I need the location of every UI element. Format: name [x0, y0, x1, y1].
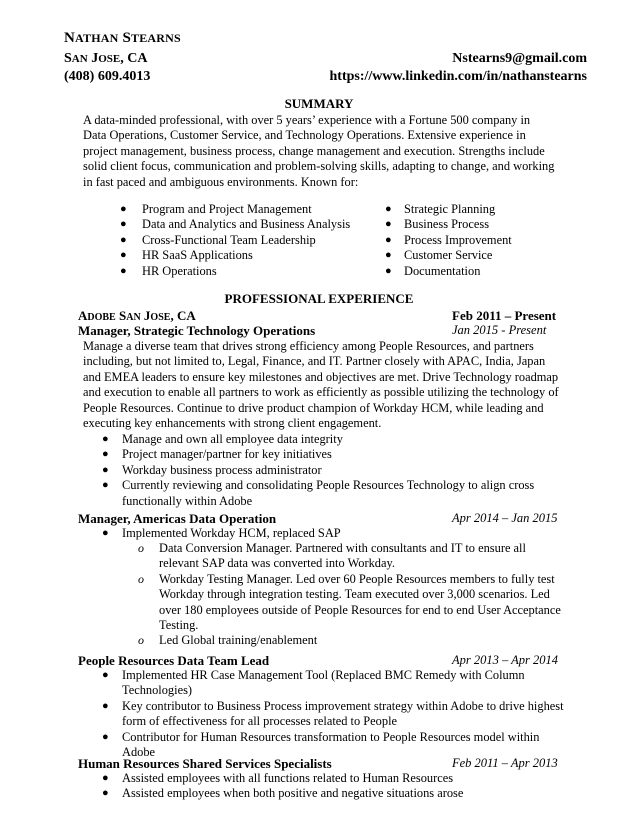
candidate-name	[64, 30, 181, 47]
role-dates: Apr 2014 – Jan 2015	[452, 511, 558, 525]
company-loc-state: , CA	[170, 308, 196, 323]
bullet-dot: ●	[102, 699, 109, 712]
description-line: People Resources. Continue to drive product champion of Workday HCM, while leading and	[83, 400, 544, 415]
company-rest: DOBE	[87, 312, 116, 323]
skills-left-list	[120, 202, 350, 279]
company-line	[78, 308, 196, 324]
sub-item-text: Led Global training/enablement	[159, 633, 318, 648]
bullet-dot: ●	[385, 249, 392, 262]
sub-item-continuation	[138, 587, 561, 602]
list-item-text: Assisted employees when both positive and negative situations arose	[122, 786, 464, 801]
company-loc-rest-1: AN	[126, 312, 141, 323]
role-description	[83, 339, 559, 431]
bullet-dot: ●	[102, 433, 109, 445]
city-rest-1: AN	[71, 53, 88, 65]
sub-item-text: Workday Testing Manager. Led over 60 People Resources members to fully test	[159, 571, 555, 586]
summary-line: solid client focus, communication and problem-solving skills, adapting to change, and working	[83, 159, 555, 174]
sub-item-continuation	[138, 603, 561, 618]
skill-label: HR SaaS Applications	[142, 248, 253, 263]
sub-item-continuation	[138, 618, 561, 633]
description-line: and execution to enable all partners to work as efficiently as possible utilizing the technology of	[83, 385, 559, 400]
list-item-text: Contributor for Human Resources transformation to People Resources model within	[122, 729, 540, 744]
role-dates: Feb 2011 – Apr 2013	[452, 756, 558, 770]
list-item	[102, 478, 534, 493]
summary-text	[83, 113, 554, 190]
circle-bullet: o	[138, 541, 144, 555]
list-item-text: form of effectiveness for all processes related to People	[122, 714, 398, 729]
list-item	[102, 432, 534, 447]
bullet-dot: ●	[385, 264, 392, 277]
list-item	[102, 699, 564, 714]
company-loc-initial-2: J	[143, 308, 151, 323]
summary-line: in fast paced and ambiguous environments. Known for:	[83, 174, 359, 189]
role-title: Human Resources Shared Services Specialists	[78, 756, 332, 771]
experience-heading: PROFESSIONAL EXPERIENCE	[224, 291, 414, 306]
sub-item-continuation	[138, 556, 561, 571]
summary-line: project management, business process, change management and execution. Strengths include	[83, 143, 545, 158]
skill-label: Program and Project Management	[142, 202, 312, 216]
sub-item	[138, 541, 561, 556]
sub-item-text: relevant SAP data was converted into Workday.	[159, 556, 395, 571]
linkedin-link[interactable]: https://www.linkedin.com/in/nathanstearns	[329, 69, 587, 84]
company-loc-rest-2: OSE	[150, 312, 171, 323]
list-item	[102, 786, 463, 801]
bullet-dot: ●	[102, 669, 109, 681]
bullet-dot: ●	[385, 203, 392, 215]
bullet-dot: ●	[102, 448, 109, 461]
company-initial: A	[78, 308, 88, 323]
sub-bullets	[138, 541, 561, 649]
role-dates: Apr 2013 – Apr 2014	[452, 653, 559, 667]
list-item	[102, 447, 534, 462]
name-first-initial: N	[64, 30, 76, 46]
sub-item-text: over 180 employees outside of People Resources for end to end User Acceptance	[159, 602, 561, 617]
bullet-dot: ●	[120, 203, 127, 215]
role-bullets	[102, 432, 534, 509]
skill-label: Process Improvement	[404, 232, 512, 247]
circle-bullet: o	[138, 633, 144, 648]
skill-item	[120, 264, 350, 279]
list-item-continuation	[102, 683, 564, 698]
sub-item-text: Workday through integration testing. Team executed over 3,000 scenarios. Led	[159, 587, 550, 602]
summary-heading: SUMMARY	[284, 96, 354, 111]
list-item	[102, 668, 564, 683]
bullet-dot: ●	[120, 233, 127, 246]
skill-item	[120, 233, 350, 248]
list-item-text: Currently reviewing and consolidating People Resources Technology to align cross	[122, 478, 535, 493]
list-item-text: Adobe	[122, 745, 156, 760]
skill-label: Data and Analytics and Business Analysis	[142, 217, 351, 232]
company-loc-initial-1: S	[118, 308, 127, 323]
list-item	[102, 463, 534, 478]
skill-item	[385, 202, 512, 217]
skill-item	[120, 248, 350, 263]
skill-item	[385, 248, 512, 263]
sub-item	[138, 572, 561, 587]
role-bullets	[102, 668, 564, 760]
skill-item	[120, 202, 350, 217]
sub-item	[138, 633, 561, 648]
skill-label: HR Operations	[142, 263, 217, 278]
list-item-text: Key contributor to Business Process improvement strategy within Adobe to drive highest	[122, 698, 564, 713]
skill-label: Cross-Functional Team Leadership	[142, 232, 316, 247]
role-title: People Resources Data Team Lead	[78, 653, 270, 668]
list-item	[102, 526, 341, 541]
bullet-dot: ●	[120, 249, 127, 262]
list-item-text: Implemented HR Case Management Tool (Replaced BMC Remedy with Column	[122, 668, 525, 682]
skill-item	[385, 264, 512, 279]
list-item-text: Technologies)	[122, 683, 193, 698]
name-last-initial: S	[122, 30, 131, 46]
description-line: including, but not limited to, Legal, Finance, and IT. Partner closely with APAC, India, Japan	[83, 354, 546, 369]
city-state: , CA	[120, 51, 148, 66]
skill-label: Customer Service	[404, 248, 493, 263]
candidate-location	[64, 51, 147, 67]
list-item-text: Implemented Workday HCM, replaced SAP	[122, 526, 341, 540]
company-dates: Feb 2011 – Present	[452, 308, 557, 323]
skill-label: Documentation	[404, 263, 481, 278]
list-item	[102, 771, 463, 786]
role-bullets	[102, 771, 463, 802]
name-last-rest: TEARNS	[131, 31, 181, 45]
summary-line: Data Operations, Customer Service, and Technology Operations. Extensive experience in	[83, 128, 526, 143]
bullet-dot: ●	[102, 730, 109, 743]
bullet-dot: ●	[102, 772, 109, 784]
role-dates: Jan 2015 - Present	[452, 323, 547, 337]
bullet-dot: ●	[102, 463, 109, 476]
phone-number: (408) 609.4013	[64, 69, 151, 84]
skills-right-list	[385, 202, 512, 279]
skill-label: Business Process	[404, 217, 490, 232]
skill-item	[385, 233, 512, 248]
list-item-continuation	[102, 714, 564, 729]
bullet-dot: ●	[385, 218, 392, 231]
skill-item	[120, 217, 350, 232]
city-initial-1: S	[64, 51, 72, 66]
bullet-dot: ●	[120, 218, 127, 231]
bullet-dot: ●	[120, 264, 127, 277]
city-initial-2: J	[91, 51, 99, 66]
sub-item-text: Testing.	[159, 618, 199, 633]
list-item-text: Manage and own all employee data integrity	[122, 432, 343, 446]
list-item-continuation	[102, 494, 534, 509]
description-line: and EMEA leaders to ensure key milestones and objectives are met. Drive Technology roadmap	[83, 369, 559, 384]
circle-bullet: o	[138, 571, 144, 586]
list-item-text: Project manager/partner for key initiatives	[122, 447, 332, 462]
list-item	[102, 730, 564, 745]
bullet-dot: ●	[102, 479, 109, 492]
name-first-rest: ATHAN	[75, 31, 119, 45]
description-line: Manage a diverse team that drives strong efficiency among People Resources, and partners	[83, 339, 534, 353]
bullet-dot: ●	[102, 527, 109, 539]
bullet-dot: ●	[385, 233, 392, 246]
list-item-text: Assisted employees with all functions related to Human Resources	[122, 771, 454, 785]
skill-item	[385, 217, 512, 232]
skill-label: Strategic Planning	[404, 202, 496, 216]
email-link[interactable]: Nstearns9@gmail.com	[452, 51, 587, 66]
role-title: Manager, Strategic Technology Operations	[78, 323, 316, 338]
city-rest-2: OSE	[98, 53, 121, 65]
bullet-dot: ●	[102, 787, 109, 800]
sub-item-text: Data Conversion Manager. Partnered with consultants and IT to ensure all	[159, 541, 526, 555]
list-item-text: Workday business process administrator	[122, 462, 322, 477]
description-line: executing key enhancements with strong client engagement.	[83, 416, 382, 431]
role-bullets	[102, 526, 341, 541]
list-item-text: functionally within Adobe	[122, 493, 253, 508]
role-title: Manager, Americas Data Operation	[78, 511, 277, 526]
summary-line: A data-minded professional, with over 5 years’ experience with a Fortune 500 company in	[83, 113, 531, 127]
